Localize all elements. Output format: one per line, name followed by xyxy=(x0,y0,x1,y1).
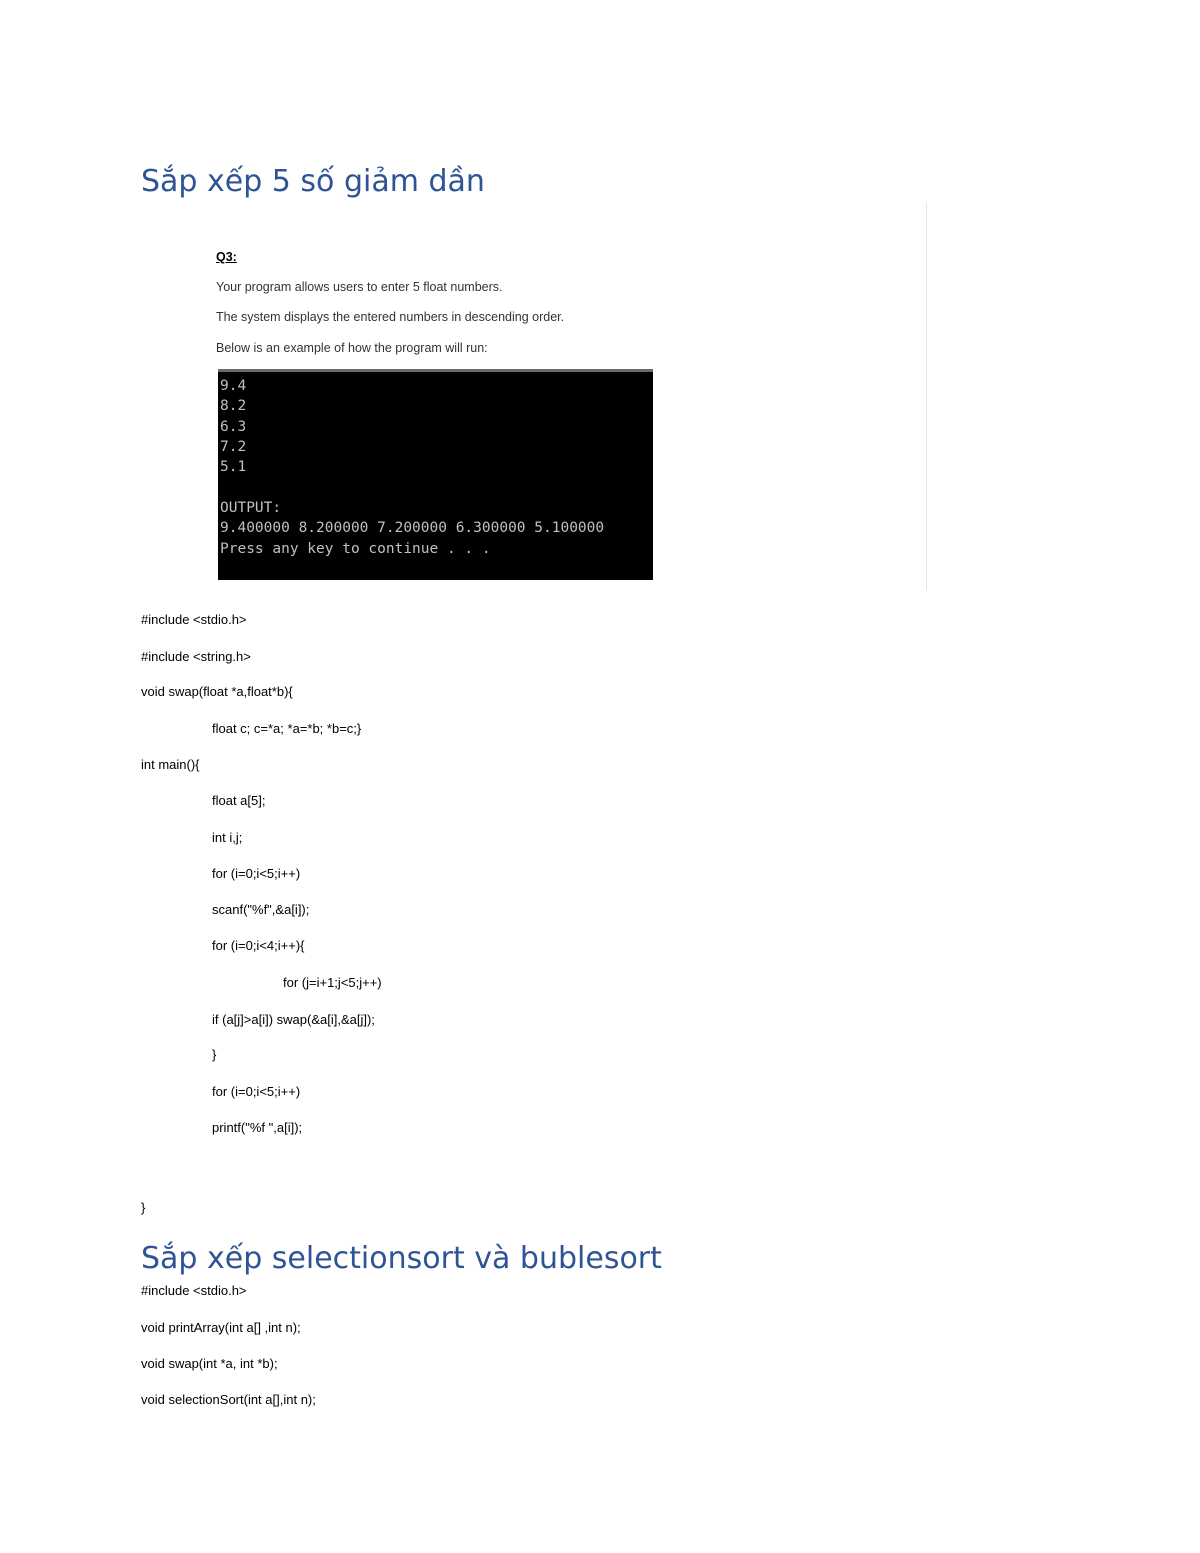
code-line: void printArray(int a[] ,int n); xyxy=(141,1320,301,1335)
code-line: void swap(float *a,float*b){ xyxy=(141,684,293,699)
section-heading-sort-descending: Sắp xếp 5 số giảm dần xyxy=(141,164,485,199)
code-line: #include <stdio.h> xyxy=(141,612,247,627)
code-line: float a[5]; xyxy=(212,793,266,808)
code-line: void swap(int *a, int *b); xyxy=(141,1356,278,1371)
code-line: } xyxy=(141,1200,146,1215)
code-line: printf("%f ",a[i]); xyxy=(212,1120,303,1135)
task-text-line: Below is an example of how the program will run: xyxy=(216,341,488,355)
console-line: Press any key to continue . . . xyxy=(220,541,491,557)
code-line: for (i=0;i<5;i++) xyxy=(212,866,301,881)
console-line: 9.400000 8.200000 7.200000 6.300000 5.100000 xyxy=(220,520,605,536)
task-text-line: Your program allows users to enter 5 float numbers. xyxy=(216,280,503,294)
console-line: 7.2 xyxy=(220,439,247,455)
code-line: int i,j; xyxy=(212,830,243,845)
code-line: if (a[j]>a[i]) swap(&a[i],&a[j]); xyxy=(212,1012,375,1027)
task-label: Q3: xyxy=(216,250,237,264)
console-output-screenshot xyxy=(218,369,653,580)
console-line: 5.1 xyxy=(220,459,247,475)
code-line: void selectionSort(int a[],int n); xyxy=(141,1392,316,1407)
code-line: for (i=0;i<5;i++) xyxy=(212,1084,301,1099)
code-line: for (j=i+1;j<5;j++) xyxy=(283,975,382,990)
task-text-line: The system displays the entered numbers in descending order. xyxy=(216,310,565,324)
code-line: for (i=0;i<4;i++){ xyxy=(212,938,305,953)
console-line: 8.2 xyxy=(220,398,247,414)
code-line: #include <string.h> xyxy=(141,649,251,664)
console-line: OUTPUT: xyxy=(220,500,282,516)
console-line: 9.4 xyxy=(220,378,247,394)
code-line: float c; c=*a; *a=*b; *b=c;} xyxy=(212,721,362,736)
code-line: #include <stdio.h> xyxy=(141,1283,247,1298)
code-line: int main(){ xyxy=(141,757,200,772)
code-line: scanf("%f",&a[i]); xyxy=(212,902,310,917)
section-heading-selection-bubble-sort: Sắp xếp selectionsort và bublesort xyxy=(141,1241,662,1276)
console-line: 6.3 xyxy=(220,419,247,435)
page-divider xyxy=(926,203,927,590)
code-line: } xyxy=(212,1047,217,1062)
